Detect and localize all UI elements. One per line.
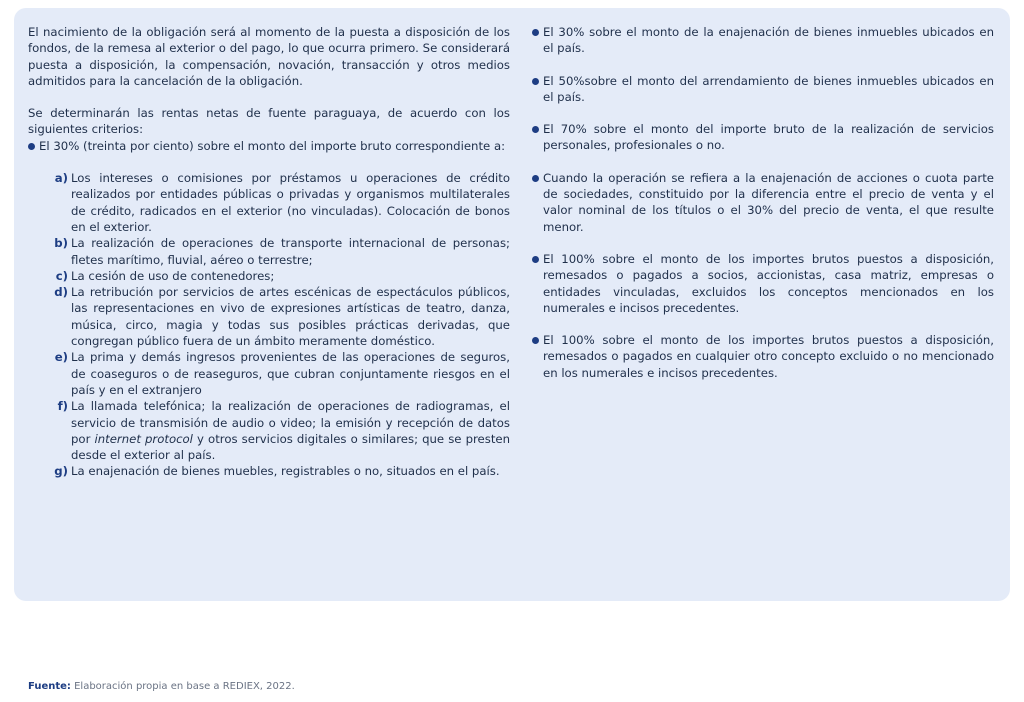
item-marker: e) [54,350,68,365]
bullet-text: El 70% sobre el monto del importe bruto de la realización de servicios personales, profesionales o no. [543,122,994,153]
sub-items-list [28,170,510,480]
bullet-dot-icon [532,175,539,182]
sub-item-e [52,349,510,398]
sub-item-a [52,170,510,235]
sub-item-d [52,284,510,349]
bullet-30-percent [28,138,510,154]
bullet-text: Cuando la operación se refiera a la enajenación de acciones o cuota parte de sociedades, constituido por la diferencia entre el precio de venta y el valor nominal de los títulos o el 30% del precio de venta, el que resulte menor. [543,170,994,234]
bullet-item [532,251,994,316]
source-label: Fuente: [28,681,71,692]
bullet-dot-icon [532,29,539,36]
item-text: La cesión de uso de contenedores; [71,268,275,283]
item-marker: c) [55,268,68,283]
item-marker: f) [57,399,68,414]
item-text: La enajenación de bienes muebles, registrables o no, situados en el país. [71,464,500,479]
item-text: La realización de operaciones de transporte internacional de personas; fletes marítimo, fluvial, aéreo o terrestre; [71,236,510,267]
source-note [28,681,295,692]
bullet-item [532,73,994,106]
item-marker: d) [54,285,68,300]
content-panel [14,8,1010,601]
left-column [28,24,510,480]
item-marker: a) [54,171,68,186]
bullet-dot-icon [532,337,539,344]
bullet-text: El 100% sobre el monto de los importes brutos puestos a disposición, remesados o pagados a socios, accionistas, casa matriz, empresas o entidades vinculadas, excluidos los conceptos mencionados en los numerales e incisos precedentes. [543,251,994,315]
intro-paragraph: El nacimiento de la obligación será al momento de la puesta a disposición de los fondos, de la remesa al exterior o del pago, lo que ocurra primero. Se considerará puesta a disposición, la compensación, novación, transacción y otros medios admitidos para la cancelación de la obligación. [28,25,510,88]
bullet-dot-icon [532,78,539,85]
sub-item-c [52,268,510,284]
bullet-item [532,24,994,57]
item-marker: b) [54,236,68,251]
bullet-text: El 50%sobre el monto del arrendamiento de bienes inmuebles ubicados en el país. [543,73,994,104]
item-text: La retribución por servicios de artes escénicas de espectáculos públicos, las representaciones en vivo de expresiones artísticas de teatro, danza, música, circo, magia y todas sus posibles prácticas derivadas, que congregan público fuera de un ámbito meramente doméstico. [71,285,510,349]
bullet-item [532,170,994,235]
right-column [532,24,994,397]
source-text: Elaboración propia en base a REDIEX, 2022. [70,681,295,692]
sub-item-g [52,463,510,479]
criteria-paragraph: Se determinarán las rentas netas de fuente paraguaya, de acuerdo con los siguientes criterios: [28,106,510,137]
internet-protocol-term: internet protocol [94,431,193,446]
item-text: La llamada telefónica; la realización de operaciones de radiogramas, el servicio de transmisión de audio o video; la emisión y recepción de datos por internet protocol y otros servicios digitales o similares; que se presten desde el exterior al país. [71,399,511,463]
bullet-text: El 30% (treinta por ciento) sobre el monto del importe bruto correspondiente a: [39,138,506,153]
bullet-text: El 30% sobre el monto de la enajenación de bienes inmuebles ubicados en el país. [543,25,994,56]
bullet-dot-icon [532,256,539,263]
sub-item-f [52,398,510,463]
bullet-item [532,121,994,154]
bullet-dot-icon [532,126,539,133]
bullet-item [532,332,994,381]
item-marker: g) [54,464,68,479]
sub-item-b [52,235,510,268]
item-text: Los intereses o comisiones por préstamos u operaciones de crédito realizados por entidades públicas o privadas y organismos multilaterales de crédito, radicados en el exterior (no vinculadas). Colocación de bonos en el exterior. [71,171,510,234]
bullet-dot-icon [28,143,35,150]
bullet-text: El 100% sobre el monto de los importes brutos puestos a disposición, remesados o pagados en cualquier otro concepto excluido o no mencionado en los numerales e incisos precedentes. [543,333,994,380]
item-text: La prima y demás ingresos provenientes de las operaciones de seguros, de coaseguros o de reaseguros, que cubran conjuntamente riesgos en el país y en el extranjero [71,350,510,397]
